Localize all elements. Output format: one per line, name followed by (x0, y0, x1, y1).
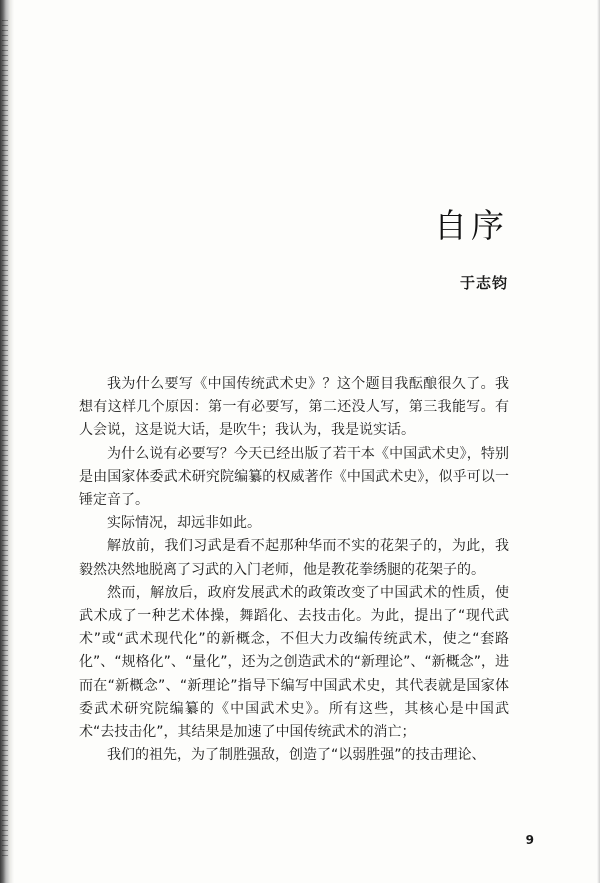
paragraph: 我为什么要写《中国传统武术史》？这个题目我酝酿很久了。我想有这样几个原因：第一有必要写，第二还没人写，第三我能写。有人会说，这是说大话，是吹牛；我认为，我是说实话。 (79, 376, 509, 439)
scan-binding-speckle (2, 20, 8, 860)
paragraph: 然而，解放后，政府发展武术的政策改变了中国武术的性质，使武术成了一种艺术体操，舞蹈化、去技击化。为此，提出了“现代武术”或“武术现代化”的新概念，不但大力改编传统武术，使之“套路化”、“规格化”、“量化”，还为之创造武术的“新理论”、“新概念”，进而在“新概念”、“新理论”指导下编写中国武术史，其代表就是国家体委武术研究院编纂的《中国武术史》。所有这些，其核心是中国武术“去技击化”，其结果是加速了中国传统武术的消亡； (79, 584, 509, 741)
page-number: 9 (525, 833, 534, 847)
paragraph: 为什么说有必要写？今天已经出版了若干本《中国武术史》，特别是由国家体委武术研究院编纂的权威著作《中国武术史》，似乎可以一锤定音了。 (79, 445, 509, 509)
body-text (79, 373, 509, 767)
paragraph: 解放前，我们习武是看不起那种华而不实的花架子的，为此，我毅然决然地脱离了习武的入门老师，他是教花拳绣腿的花架子的。 (79, 538, 509, 578)
chapter-title: 自序 (434, 206, 508, 245)
paragraph: 实际情况，却远非如此。 (107, 515, 261, 532)
author-name: 于志钧 (459, 274, 508, 292)
paragraph: 我们的祖先，为了制胜强敌，创造了“以弱胜强”的技击理论、 (107, 747, 486, 764)
